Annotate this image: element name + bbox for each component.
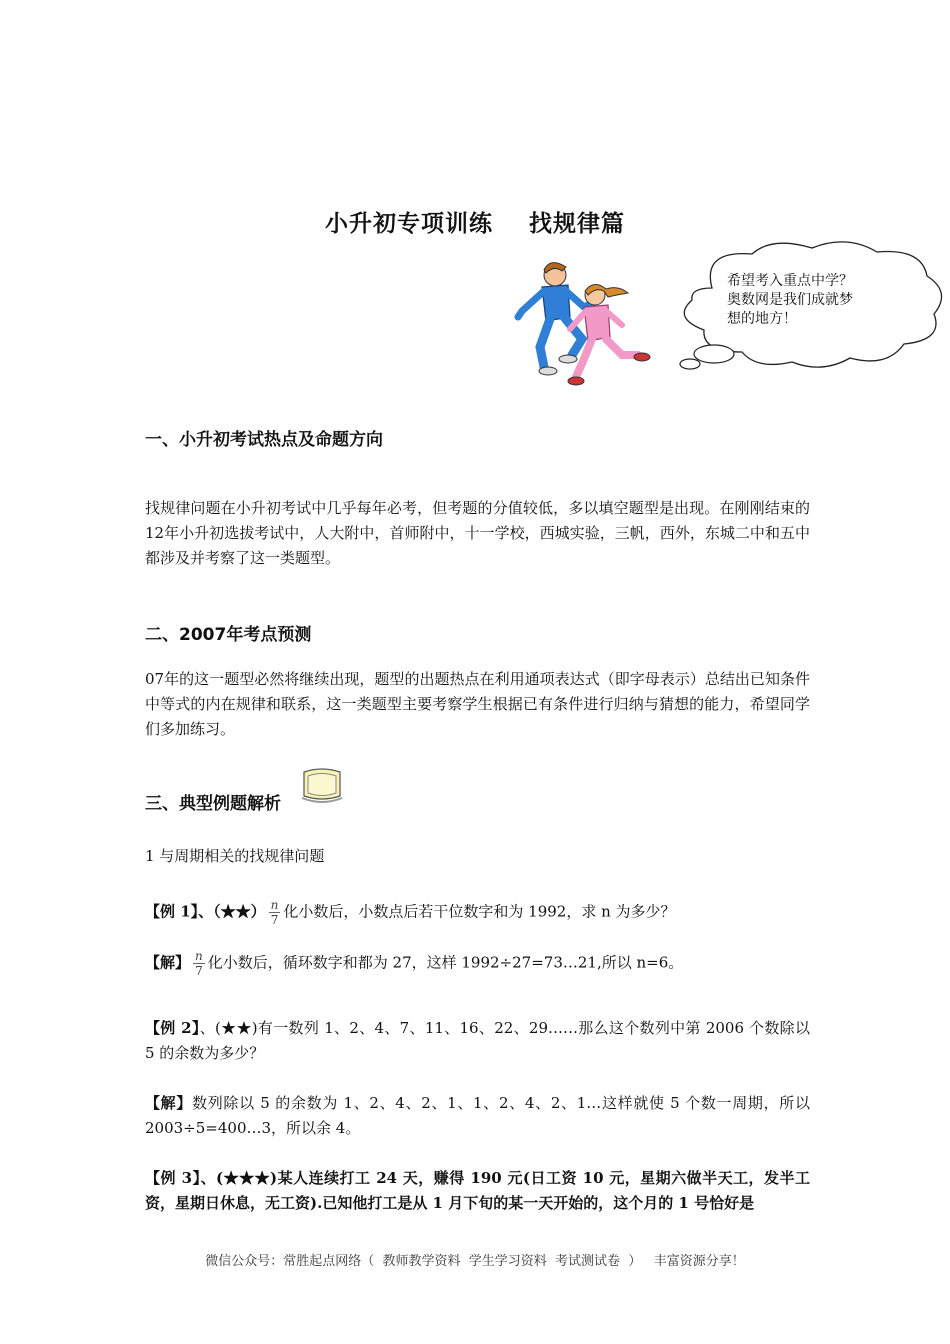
example-2-text: 、(★★)有一数列 1、2、4、7、11、16、22、29……那么这个数列中第 2006 个数除以 5 的余数为多少？	[145, 1019, 810, 1062]
example-3-text: 、(★★★)某人连续打工 24 天，赚得 190 元(日工资 10 元，星期六做半天工，发半工资，星期日休息，无工资).已知他打工是从 1 月下旬的某一天开始的，这个月的 1 号恰好是	[145, 1169, 810, 1212]
fraction-n-over-7	[269, 898, 281, 927]
section-1-body: 找规律问题在小升初考试中几乎每年必考，但考题的分值较低，多以填空题型是出现。在刚刚结束的12年小升初选拔考试中，人大附中，首师附中，十一学校，西城实验，三帆，西外，东城二中和五中都涉及并考察了这一类题型。	[145, 499, 810, 567]
example-3-label: 【例 3】	[145, 1169, 201, 1187]
solution-1-text: 化小数后，循环数字和都为 27，这样 1992÷27=73…21,所以 n=6。	[207, 953, 684, 972]
scroll-icon	[298, 766, 346, 806]
running-kids-illustration	[510, 255, 655, 390]
fraction-n-over-7-solution	[193, 949, 205, 978]
example-3	[145, 1166, 810, 1216]
bubble-line-2: 奥数网是我们成就梦	[727, 292, 853, 308]
section-2-heading: 二、2007年考点预测	[145, 625, 312, 645]
section-3-subheading: 1 与周期相关的找规律问题	[145, 847, 325, 865]
bubble-line-1: 希望考入重点中学？	[727, 273, 853, 289]
example-1	[145, 898, 676, 927]
fraction-denominator: 7	[195, 964, 203, 978]
example-2	[145, 1016, 810, 1066]
solution-1	[145, 949, 683, 978]
bubble-line-3: 想的地方！	[727, 311, 797, 327]
fraction-numerator: n	[195, 949, 203, 963]
section-1-heading: 一、小升初考试热点及命题方向	[145, 430, 383, 450]
example-1-label: 【例 1】、（★★）	[145, 902, 266, 921]
example-1-text: 化小数后，小数点后若干位数字和为 1992，求 n 为多少？	[283, 902, 676, 921]
solution-2-text: 数列除以 5 的余数为 1、2、4、2、1、1、2、4、2、1…这样就使 5 个数一周期，所以 2003÷5=400…3，所以余 4。	[145, 1094, 810, 1137]
page-title: 小升初专项训练 找规律篇	[324, 211, 626, 237]
section-3-heading: 三、典型例题解析	[145, 794, 281, 814]
solution-2	[145, 1091, 810, 1141]
example-2-label: 【例 2】	[145, 1019, 200, 1037]
page-footer: 微信公众号：常胜起点网络（ 教师教学资料 学生学习资料 考试测试卷 ） 丰富资源分享！	[205, 1254, 745, 1269]
solution-2-label: 【解】	[145, 1094, 193, 1112]
thought-cloud-text	[727, 272, 887, 329]
solution-1-label: 【解】	[145, 953, 191, 972]
fraction-numerator: n	[270, 898, 279, 912]
fraction-denominator: 7	[270, 913, 279, 927]
section-2-body: 07年的这一题型必然将继续出现，题型的出题热点在利用通项表达式（即字母表示）总结出已知条件中等式的内在规律和联系，这一类题型主要考察学生根据已有条件进行归纳与猜想的能力，希望同学们多加练习。	[145, 670, 810, 738]
